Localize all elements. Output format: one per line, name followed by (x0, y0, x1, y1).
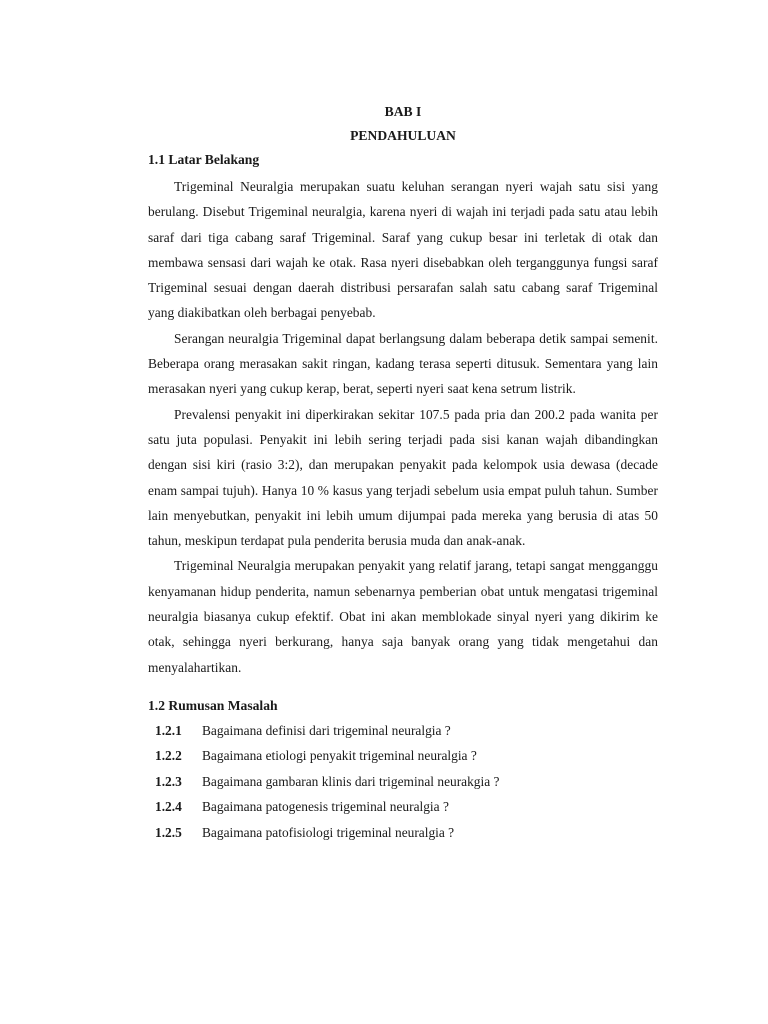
list-item-text: Bagaimana patofisiologi trigeminal neuralgia ? (202, 824, 455, 840)
list-item (148, 820, 658, 846)
chapter-title: PENDAHULUAN (350, 128, 456, 143)
chapter-number: BAB I (384, 104, 422, 119)
list-item-number: 1.2.3 (155, 773, 182, 789)
paragraph-4: Trigeminal Neuralgia merupakan penyakit yang relatif jarang, tetapi sangat mengganggu kenyamanan hidup penderita, namun sebenarnya pemberian obat untuk mengatasi trigeminal neuralgia biasanya cukup efektif. Obat ini akan memblokade sinyal nyeri yang dikirim ke otak, sehingga nyeri berkurang, hanya saja banyak orang yang tidak mengetahui dan menyalahartikan. (148, 558, 658, 675)
paragraph-3: Prevalensi penyakit ini diperkirakan sekitar 107.5 pada pria dan 200.2 pada wanita per satu juta populasi. Penyakit ini lebih sering terjadi pada sisi kanan wajah dibandingkan dengan sisi kiri (rasio 3:2), dan merupakan penyakit pada kelompok usia dewasa (decade enam sampai tujuh). Hanya 10 % kasus yang terjadi sebelum usia empat puluh tahun. Sumber lain menyebutkan, penyakit ini lebih umum dijumpai pada mereka yang berusia di atas 50 tahun, meskipun terdapat pula penderita berusia muda dan anak-anak. (148, 406, 658, 549)
paragraph-1: Trigeminal Neuralgia merupakan suatu keluhan serangan nyeri wajah satu sisi yang berulang. Disebut Trigeminal neuralgia, karena nyeri di wajah ini terjadi pada satu atau lebih saraf dari tiga cabang saraf Trigeminal. Saraf yang cukup besar ini terletak di otak dan membawa sensasi dari wajah ke otak. Rasa nyeri disebabkan oleh terganggunya fungsi saraf Trigeminal sesuai dengan daerah distribusi persarafan salah satu cabang saraf Trigeminal yang diakibatkan oleh berbagai penyebab. (148, 179, 658, 321)
section-title-latar-belakang: 1.1 Latar Belakang (148, 152, 260, 167)
section-spacer (148, 680, 658, 694)
document-page (148, 100, 658, 845)
list-item-text: Bagaimana etiologi penyakit trigeminal neuralgia ? (202, 748, 477, 764)
problem-list (148, 718, 658, 846)
list-item-number: 1.2.4 (155, 799, 182, 815)
list-item (148, 718, 658, 744)
list-item-text: Bagaimana gambaran klinis dari trigeminal neurakgia ? (202, 773, 500, 789)
list-item-number: 1.2.5 (155, 824, 182, 840)
list-item-text: Bagaimana definisi dari trigeminal neuralgia ? (202, 722, 451, 738)
list-item (148, 769, 658, 795)
list-item-text: Bagaimana patogenesis trigeminal neuralgia ? (202, 799, 449, 815)
list-item-number: 1.2.1 (155, 722, 182, 738)
list-item-number: 1.2.2 (155, 748, 182, 764)
paragraph-2: Serangan neuralgia Trigeminal dapat berlangsung dalam beberapa detik sampai semenit. Beberapa orang merasakan sakit ringan, kadang terasa seperti ditusuk. Sementara yang lain merasakan nyeri yang cukup kerap, berat, seperti nyeri saat kena setrum listrik. (148, 330, 658, 397)
list-item (148, 794, 658, 820)
section-title-rumusan-masalah: 1.2 Rumusan Masalah (148, 697, 278, 713)
list-item (148, 743, 658, 769)
